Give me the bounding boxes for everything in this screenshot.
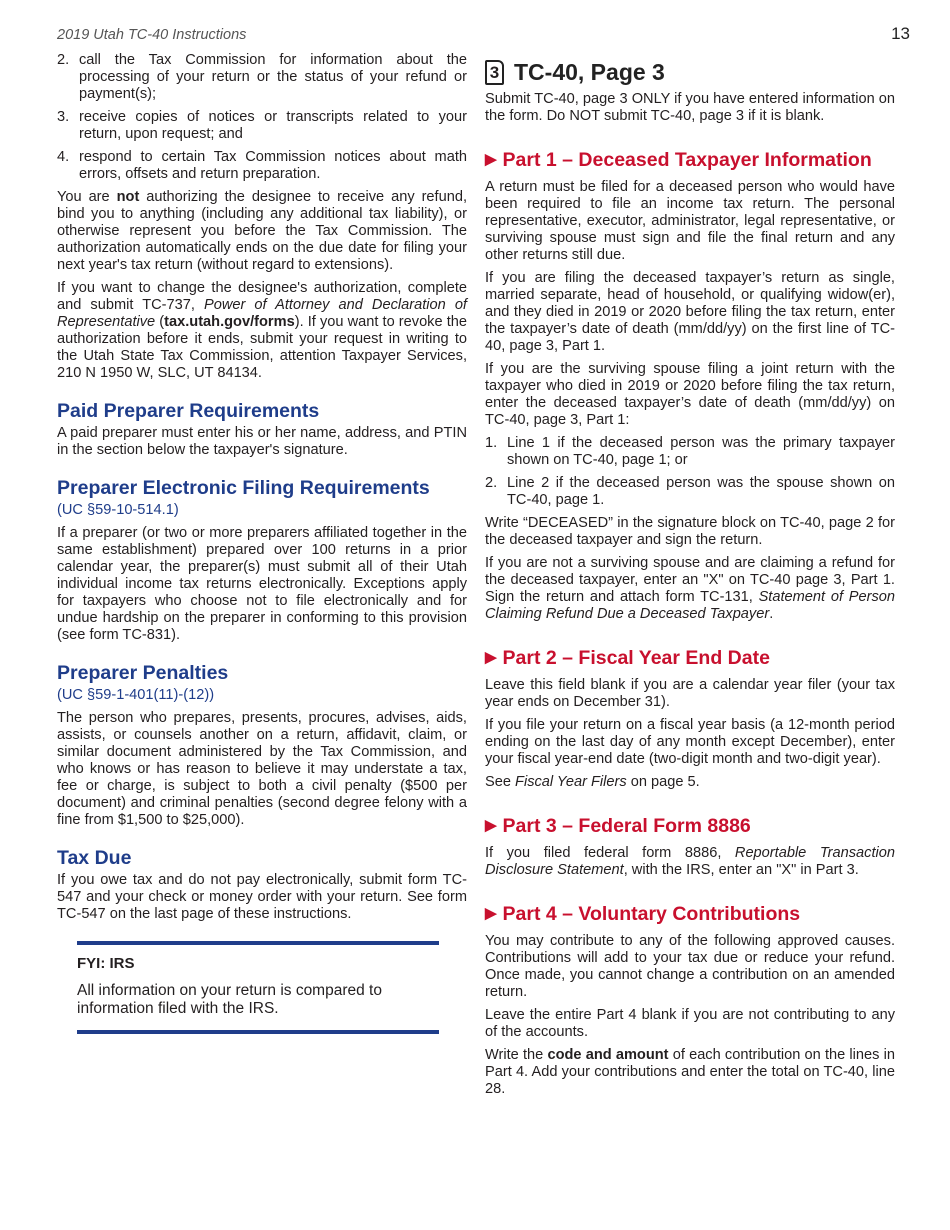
heading-tax-due: Tax Due (57, 847, 132, 869)
paragraph-paid-preparer: A paid preparer must enter his or her name, address, and PTIN in the section below the taxpayer's signature. (57, 425, 467, 458)
section-title (485, 60, 895, 85)
paragraph-part4-b: Leave the entire Part 4 blank if you are not contributing to any of the accounts. (485, 1007, 895, 1040)
paragraph-penalties: The person who prepares, presents, procures, advises, aids, assists, or counsels another on a return, affidavit, claim, or similar document administered by the Tax Commission, and who knows or has reason to believe it may understate a tax, fee or charge, is subject to both a civil penalty ($500 per document) and criminal penalties (second degree felony with a fine from $1,500 to $25,000). (57, 710, 467, 828)
triangle-right-icon: ▶ (485, 649, 497, 666)
paragraph-part1-e: If you are not a surviving spouse and are claiming a refund for the deceased taxpayer, enter an "X" on TC-40 page 3, Part 1. Sign the return and attach form TC-131, Statement of Person Claiming Refund Due a Deceased Taxpayer. (485, 555, 895, 622)
forms-link[interactable]: tax.utah.gov/forms (164, 314, 295, 330)
heading-paid-preparer: Paid Preparer Requirements (57, 400, 320, 422)
right-column (485, 52, 895, 1104)
paragraph-part2-b: If you file your return on a fiscal year basis (a 12-month period ending on the last day of any month except December), enter your fiscal year-end date (two-digit month and two-digit year). (485, 717, 895, 767)
list-item: 3. receive copies of notices or transcripts related to your return, upon request; and (57, 109, 467, 142)
heading-part-3: ▶ Part 3 – Federal Form 8886 (485, 815, 751, 837)
list-item: 4. respond to certain Tax Commission notices about math errors, offsets and return preparation. (57, 149, 467, 182)
paragraph-part2-a: Leave this field blank if you are a calendar year filer (your tax year ends on December 31). (485, 677, 895, 710)
page-number: 13 (891, 24, 910, 43)
paragraph-part1-c: If you are the surviving spouse filing a joint return with the taxpayer who died in 2019 or 2020 before filing the tax return, enter the deceased taxpayer’s date of death (mm/dd/yy) on TC-40, page 3, Part 1: (485, 361, 895, 428)
heading-preparer-penalties: Preparer Penalties (57, 662, 229, 684)
citation-efile: (UC §59-10-514.1) (57, 502, 179, 518)
fyi-text: All information on your return is compared to information filed with the IRS. (77, 982, 382, 1017)
paragraph-part4-c: Write the code and amount of each contribution on the lines in Part 4. Add your contributions and enter the total on TC-40, line 28. (485, 1047, 895, 1097)
triangle-right-icon: ▶ (485, 151, 497, 168)
paragraph-tax-due: If you owe tax and do not pay electronically, submit form TC-547 and your check or money order with your return. See form TC-547 on the last page of these instructions. (57, 872, 467, 922)
paragraph-change-designee: If you want to change the designee's authorization, complete and submit TC-737, Power of Attorney and Declaration of Representative (tax.utah.gov/forms). If you want to revoke the authorization before it ends, submit your request in writing to the Utah State Tax Commission, attention Taxpayer Services, 210 N 1950 W, SLC, UT 84134. (57, 280, 467, 381)
paragraph-not-authorizing: You are not authorizing the designee to receive any refund, bind you to anything (including any additional tax liability), or otherwise represent you before the Tax Commission. The authorization automatically ends on the due date for filing your next year's tax return (without regard to extensions). (57, 189, 468, 273)
paragraph-part1-a: A return must be filed for a deceased person who would have been required to file an income tax return. The personal representative, executor, administrator, legal representative, or surviving spouse must sign and file the final return and any other returns still due. (485, 179, 895, 263)
list-item: 2. call the Tax Commission for information about the processing of your return or the status of your refund or payment(s); (57, 52, 467, 102)
running-head: 2019 Utah TC-40 Instructions (57, 27, 247, 43)
paragraph-part2-c: See Fiscal Year Filers on page 5. (485, 774, 700, 790)
triangle-right-icon: ▶ (485, 905, 497, 922)
paragraph-efile: If a preparer (or two or more preparers affiliated together in the same establishment) prepared over 100 returns in a prior calendar year, the preparer(s) must submit all of their Utah individual income tax returns electronically. Exceptions apply for taxpayers who choose not to file electronically and for undue hardship on the preparer in conforming to this provision (see form TC-831). (57, 525, 467, 643)
left-column (57, 52, 467, 1034)
heading-efile-requirements: Preparer Electronic Filing Requirements (57, 477, 430, 499)
paragraph-part4-a: You may contribute to any of the following approved causes. Contributions will add to your tax due or reduce your refund. Once made, you cannot change a contribution on an amended return. (485, 933, 895, 1000)
paragraph-part1-d: Write “DECEASED” in the signature block on TC-40, page 2 for the deceased taxpayer and sign the return. (485, 515, 895, 548)
page-3-icon: 3 (485, 60, 504, 85)
heading-part-4: ▶ Part 4 – Voluntary Contributions (485, 903, 801, 925)
citation-penalties: (UC §59-1-401(11)-(12)) (57, 687, 215, 703)
paragraph-part1-b: If you are filing the deceased taxpayer’s return as single, married separate, head of household, or qualifying widow(er), and they died in 2019 or 2020 before filing the tax return, enter the taxpayer’s date of death (mm/dd/yy) on the first line of TC-40, page 3, Part 1. (485, 270, 895, 354)
designee-list (57, 52, 467, 183)
list-item: 2. Line 2 if the deceased person was the spouse shown on TC-40, page 1. (485, 475, 895, 508)
part1-list (485, 435, 895, 509)
list-item: 1. Line 1 if the deceased person was the primary taxpayer shown on TC-40, page 1; or (485, 435, 895, 468)
paragraph-part3: If you filed federal form 8886, Reportable Transaction Disclosure Statement, with the IRS, enter an "X" in Part 3. (485, 845, 895, 878)
triangle-right-icon: ▶ (485, 817, 497, 834)
page-title: TC-40, Page 3 (514, 59, 665, 85)
heading-part-2: ▶ Part 2 – Fiscal Year End Date (485, 647, 770, 669)
fyi-box (77, 941, 439, 1034)
heading-part-1: ▶ Part 1 – Deceased Taxpayer Information (485, 149, 872, 171)
paragraph-intro: Submit TC-40, page 3 ONLY if you have entered information on the form. Do NOT submit TC-40, page 3 if it is blank. (485, 91, 895, 124)
fyi-title: FYI: IRS (77, 955, 135, 972)
